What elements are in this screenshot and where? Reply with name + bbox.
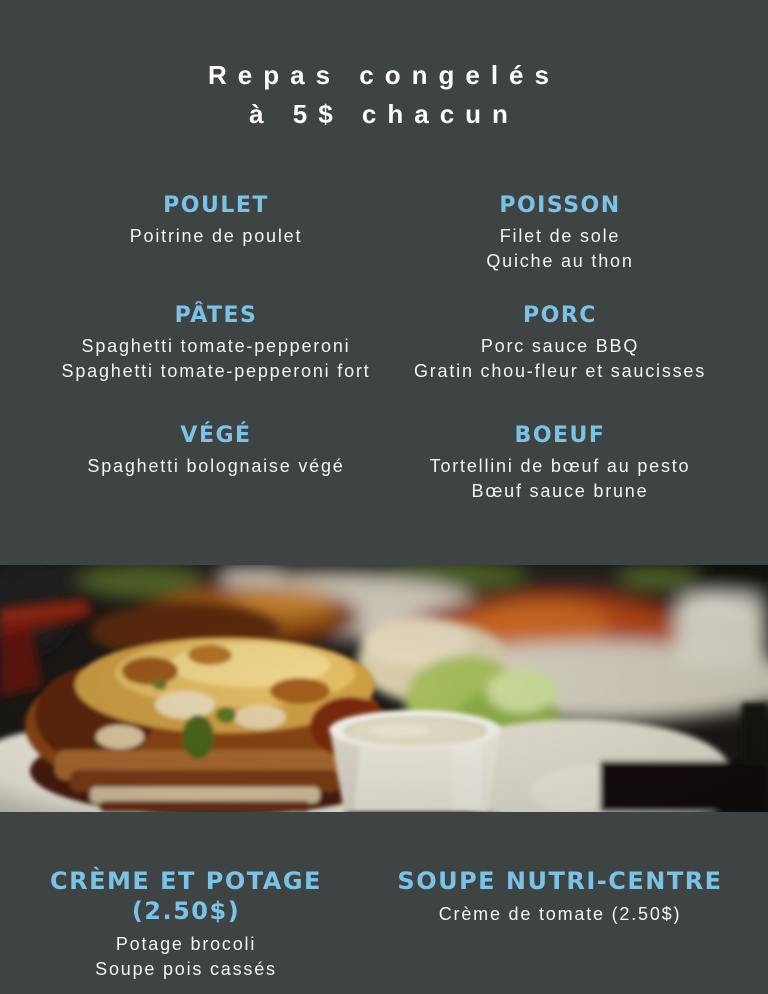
section-poulet-item: Poitrine de poulet <box>129 226 303 246</box>
section-porc-item: Gratin chou-fleur et saucisses <box>413 361 707 381</box>
section-porc-heading: PORC <box>523 303 597 328</box>
section-porc-item: Porc sauce BBQ <box>480 336 640 356</box>
section-vege-heading: VÉGÉ <box>180 423 252 448</box>
section-poisson-heading: POISSON <box>499 193 621 218</box>
section-creme-potage-item: Potage brocoli <box>115 934 257 954</box>
section-poisson-item: Quiche au thon <box>486 251 634 271</box>
menu-title-line2: à 5$ chacun <box>249 99 519 129</box>
section-pates-item: Spaghetti tomate-pepperoni <box>81 336 351 356</box>
section-creme-potage-item: Soupe pois cassés <box>95 959 277 979</box>
section-creme-potage-heading: CRÈME ET POTAGE (2.50$) <box>50 867 322 925</box>
section-boeuf-item: Tortellini de bœuf au pesto <box>429 456 691 476</box>
section-soupe-nutri-centre-heading: SOUPE NUTRI-CENTRE <box>397 867 723 895</box>
section-soupe-nutri-centre-item: Crème de tomate (2.50$) <box>438 904 682 924</box>
menu-title <box>0 56 768 134</box>
section-soupe-nutri-centre <box>352 866 768 927</box>
food-photo <box>0 565 768 812</box>
section-porc <box>352 302 768 384</box>
section-poisson-item: Filet de sole <box>499 226 621 246</box>
section-vege-item: Spaghetti bolognaise végé <box>87 456 345 476</box>
section-creme-potage <box>0 866 372 982</box>
section-boeuf-item: Bœuf sauce brune <box>471 481 649 501</box>
section-poulet-heading: POULET <box>163 193 269 218</box>
section-pates-heading: PÂTES <box>174 303 258 328</box>
section-pates-item: Spaghetti tomate-pepperoni fort <box>61 361 371 381</box>
photo-vignette <box>0 565 768 812</box>
section-boeuf <box>352 422 768 504</box>
section-poisson <box>352 192 768 274</box>
section-boeuf-heading: BOEUF <box>514 423 606 448</box>
menu-title-line1: Repas congelés <box>208 60 560 90</box>
